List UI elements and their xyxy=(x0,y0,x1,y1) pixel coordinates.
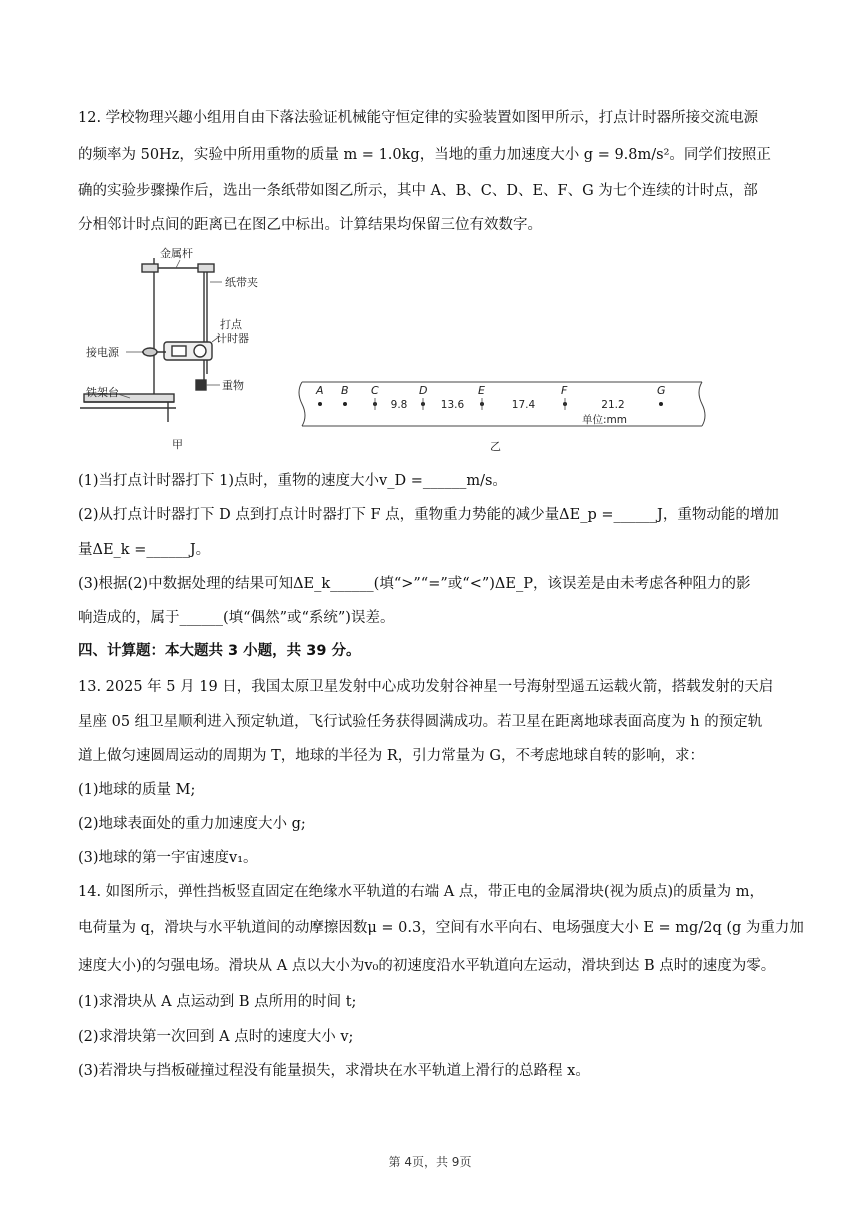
q13-sub-3: (3)地球的第一宇宙速度v₁。 xyxy=(78,850,258,866)
q13-line-1: 13. 2025 年 5 月 19 日，我国太原卫星发射中心成功发射谷神星一号海射型遥五运载火箭，搭载发射的天启 xyxy=(78,679,774,695)
tape-point-a xyxy=(318,402,322,406)
caption-jia: 甲 xyxy=(172,438,183,451)
q14-line-2: 电荷量为 q，滑块与水平轨道间的动摩擦因数μ = 0.3，空间有水平向右、电场强度大小 E = mg/2q (g 为重力加 xyxy=(78,920,804,936)
tape-label-a: A xyxy=(316,384,324,397)
q12-sub-1: (1)当打点计时器打下 1)点时，重物的速度大小v_D =______m/s。 xyxy=(78,473,507,489)
label-weight: 重物 xyxy=(222,379,244,392)
q12-line-3: 确的实验步骤操作后，选出一条纸带如图乙所示，其中 A、B、C、D、E、F、G 为七个连续的计时点，部 xyxy=(78,183,758,199)
caption-yi: 乙 xyxy=(490,440,501,453)
tape-distance-4: 21.2 xyxy=(601,399,625,411)
q13-line-2: 星座 05 组卫星顺利进入预定轨道，飞行试验任务获得圆满成功。若卫星在距离地球表面高度为 h 的预定轨 xyxy=(78,714,763,730)
q14-line-3: 速度大小)的匀强电场。滑块从 A 点以大小为v₀的初速度沿水平轨道向左运动，滑块到达 B 点时的速度为零。 xyxy=(78,958,776,974)
q14-sub-3: (3)若滑块与挡板碰撞过程没有能量损失，求滑块在水平轨道上滑行的总路程 x。 xyxy=(78,1063,590,1079)
q12-sub-3: (3)根据(2)中数据处理的结果可知ΔE_k______(填“>”“=”或“<”)ΔE_P，该误差是由未考虑各种阻力的影 xyxy=(78,576,751,592)
figure-apparatus xyxy=(80,246,280,460)
label-tape-clip: 纸带夹 xyxy=(225,276,258,289)
tape-point-b xyxy=(343,402,347,406)
tape-label-c: C xyxy=(371,384,379,397)
q12-sub-2: (2)从打点计时器打下 D 点到打点计时器打下 F 点，重物重力势能的减少量ΔE_p =______J，重物动能的增加 xyxy=(78,507,779,523)
label-power: 接电源 xyxy=(86,346,119,359)
q13-line-3: 道上做匀速圆周运动的周期为 T，地球的半径为 R，引力常量为 G，不考虑地球自转的影响，求： xyxy=(78,748,704,764)
q14-line-1: 14. 如图所示，弹性挡板竖直固定在绝缘水平轨道的右端 A 点，带正电的金属滑块(视为质点)的质量为 m， xyxy=(78,884,765,900)
tape-distance-3: 17.4 xyxy=(511,399,536,411)
q14-sub-2: (2)求滑块第一次回到 A 点时的速度大小 v; xyxy=(78,1029,354,1045)
q13-sub-2: (2)地球表面处的重力加速度大小 g; xyxy=(78,816,306,832)
tape-label-g: G xyxy=(657,384,666,397)
q12-line-4: 分相邻计时点间的距离已在图乙中标出。计算结果均保留三位有效数字。 xyxy=(78,217,542,233)
tape-distance-2: 13.6 xyxy=(440,399,465,411)
label-metal-rod: 金属杆 xyxy=(160,247,193,260)
tape-point-g xyxy=(659,402,663,406)
q12-line-1: 12. 学校物理兴趣小组用自由下落法验证机械能守恒定律的实验装置如图甲所示，打点计时器所接交流电源 xyxy=(78,110,759,126)
q14-sub-1: (1)求滑块从 A 点运动到 B 点所用的时间 t; xyxy=(78,994,357,1010)
page-footer: 第 4页，共 9页 xyxy=(388,1155,472,1169)
section-heading: 四、计算题：本大题共 3 小题，共 39 分。 xyxy=(78,643,361,659)
tape-label-f: F xyxy=(561,384,568,397)
tape-label-e: E xyxy=(478,384,485,397)
figure-paper-tape xyxy=(290,372,710,458)
label-timer-1: 打点 xyxy=(220,318,242,331)
tape-label-d: D xyxy=(419,384,428,397)
q13-sub-1: (1)地球的质量 M; xyxy=(78,782,196,798)
tape-unit: 单位:mm xyxy=(582,414,627,426)
label-stand: 铁架台 xyxy=(86,386,119,399)
label-timer-2: 计时器 xyxy=(216,332,249,345)
tape-distance-1: 9.8 xyxy=(390,399,408,411)
tape-label-b: B xyxy=(341,384,349,397)
q12-sub-3-cont: 响造成的，属于______(填“偶然”或“系统”)误差。 xyxy=(78,610,395,626)
q12-line-2: 的频率为 50Hz，实验中所用重物的质量 m = 1.0kg，当地的重力加速度大小 g = 9.8m/s²。同学们按照正 xyxy=(78,147,771,163)
q12-sub-2-cont: 量ΔE_k =______J。 xyxy=(78,542,211,558)
